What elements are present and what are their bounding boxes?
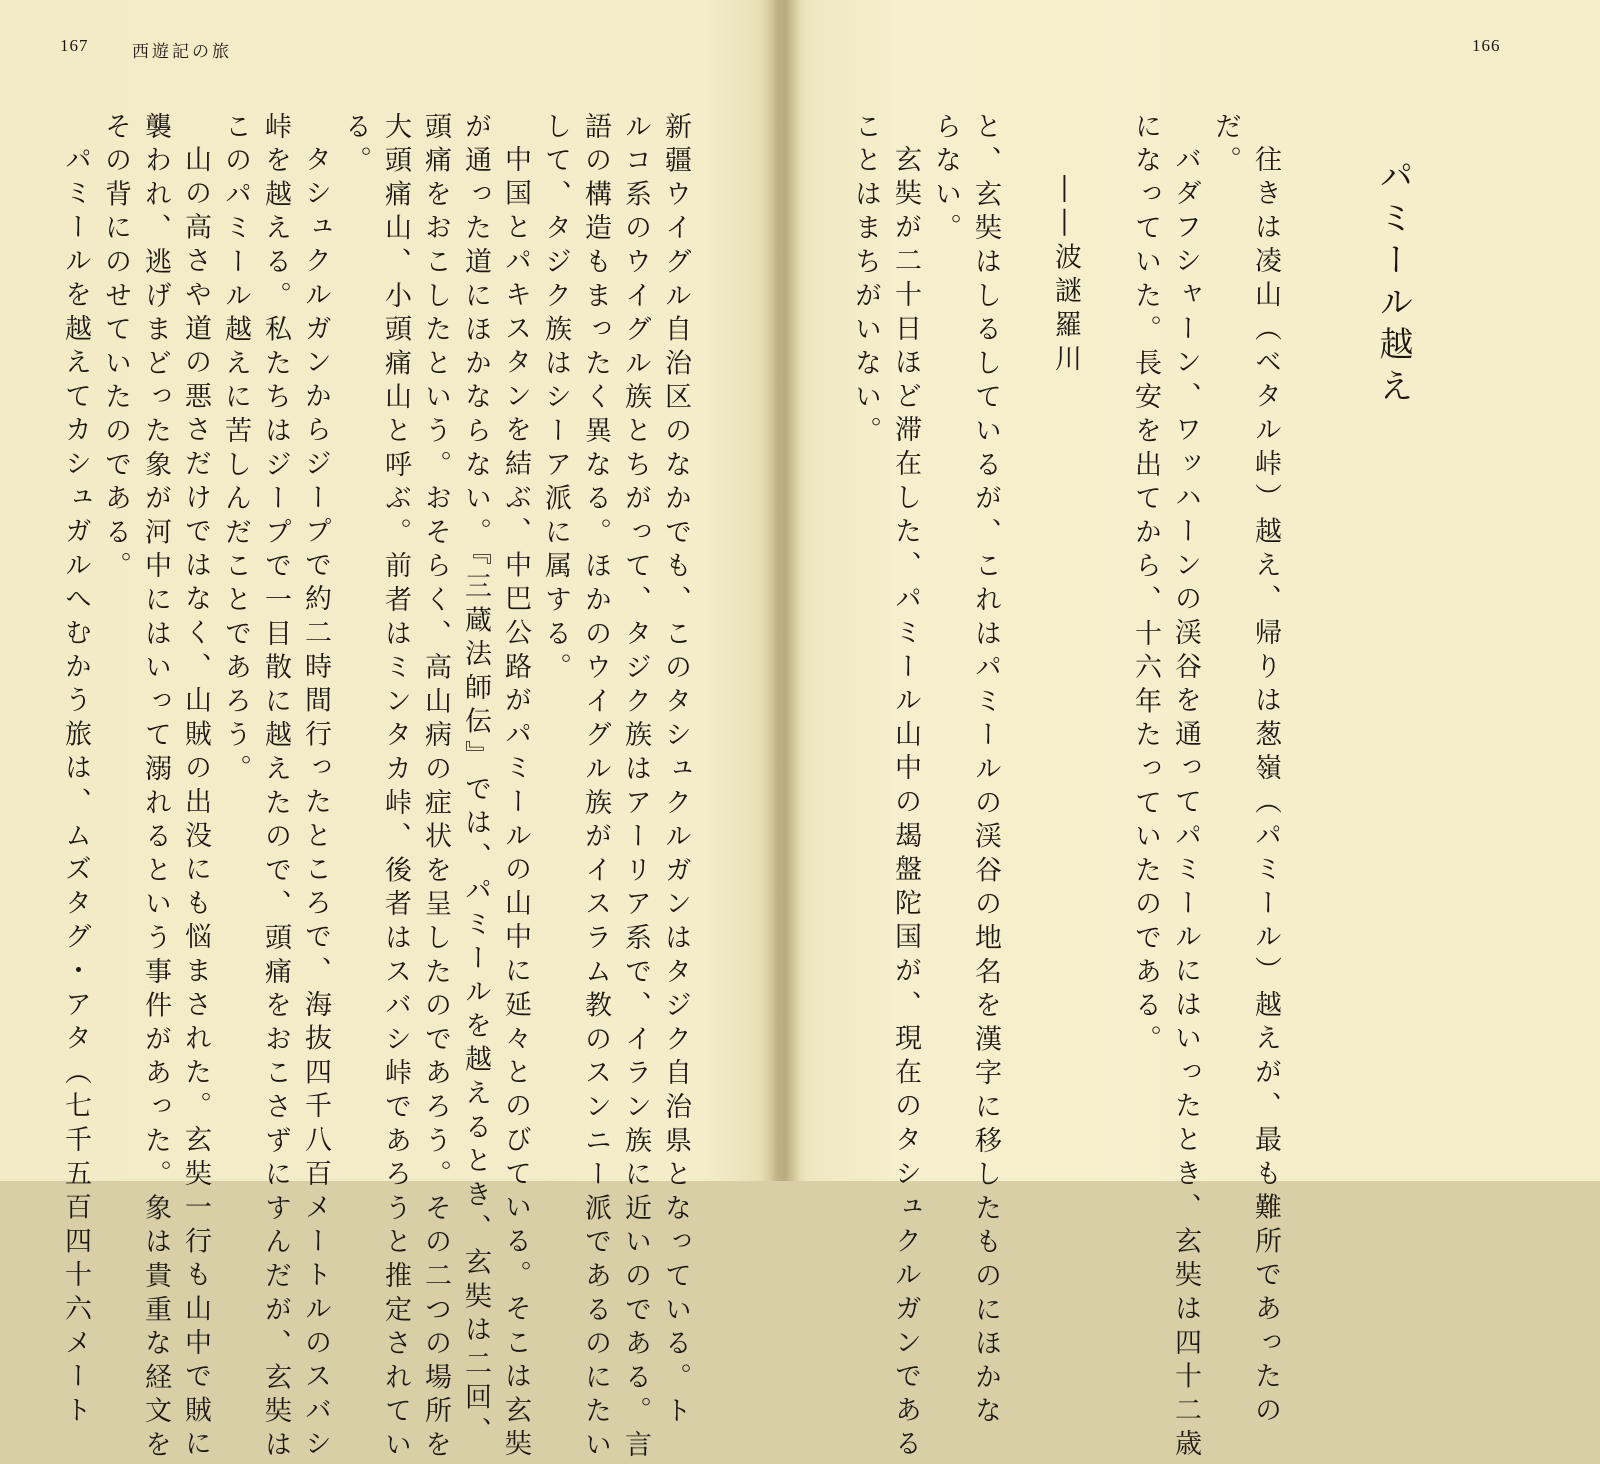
text-column: ――波謎羅川 <box>1050 175 1081 378</box>
text-column: タシュクルガンからジープで約二時間行ったところで、海抜四千八百メートルのスバシ <box>300 145 331 1464</box>
text-column: 山の高さや道の悪さだけではなく、山賊の出没にも悩まされた。玄奘一行も山中で賊に <box>180 145 211 1464</box>
text-column: 頭痛をおこしたという。おそらく、高山病の症状を呈したのであろう。その二つの場所を <box>420 112 451 1464</box>
text-column: パミールを越えてカシュガルへむかう旅は、ムズタグ・アタ（七千五百四十六メート <box>60 145 91 1430</box>
page-number-left: 167 <box>60 36 89 55</box>
running-head: 西遊記の旅 <box>132 42 232 62</box>
text-column: 中国とパキスタンを結ぶ、中巴公路がパミールの山中に延々とのびている。そこは玄奘 <box>500 145 531 1464</box>
right-page <box>784 0 1600 1464</box>
text-column: バダフシャーン、ワッハーンの渓谷を通ってパミールにはいったとき、玄奘は四十二歳 <box>1170 145 1201 1464</box>
text-column: る。 <box>340 112 371 180</box>
section-title: パミール越え <box>1373 158 1413 410</box>
text-column: らない。 <box>930 112 961 248</box>
text-column: 峠を越える。私たちはジープで一目散に越えたので、頭痛をおこさずにすんだが、玄奘は <box>260 112 291 1464</box>
text-column: ルコ系のウイグル族とちがって、タジク族はアーリア系で、イラン族に近いのである。言 <box>620 112 651 1464</box>
text-column: 往きは凌山（ベタル峠）越え、帰りは葱嶺（パミール）越えが、最も難所であったの <box>1250 145 1281 1430</box>
text-column: になっていた。長安を出てから、十六年たっていたのである。 <box>1130 112 1161 1059</box>
text-column: して、タジク族はシーア派に属する。 <box>540 112 571 687</box>
text-column: と、玄奘はしるしているが、これはパミールの渓谷の地名を漢字に移したものにほかな <box>970 112 1001 1431</box>
text-column: が通った道にほかならない。『三蔵法師伝』では、パミールを越えるとき、玄奘は二回、 <box>460 112 491 1451</box>
text-column: 大頭痛山、小頭痛山と呼ぶ。前者はミンタカ峠、後者はスバシ峠であろうと推定されてい <box>380 112 411 1464</box>
text-column: 新疆ウイグル自治区のなかでも、このタシュクルガンはタジク自治県となっている。ト <box>660 112 691 1431</box>
text-column: ことはまちがいない。 <box>850 112 881 450</box>
text-column: このパミール越えに苦しんだことであろう。 <box>220 112 251 788</box>
left-page <box>0 0 784 1464</box>
page-number-right: 166 <box>1472 36 1501 55</box>
text-column: 語の構造もまったく異なる。ほかのウイグル族がイスラム教のスンニー派であるのにたい <box>580 112 611 1464</box>
text-column: その背にのせていたのである。 <box>100 112 131 586</box>
text-column: だ。 <box>1210 112 1241 180</box>
text-column: 玄奘が二十日ほど滞在した、パミール山中の朅盤陀国が、現在のタシュクルガンである <box>890 145 921 1464</box>
text-column: 襲われ、逃げまどった象が河中にはいって溺れるという事件があった。象は貴重な経文を <box>140 112 171 1464</box>
